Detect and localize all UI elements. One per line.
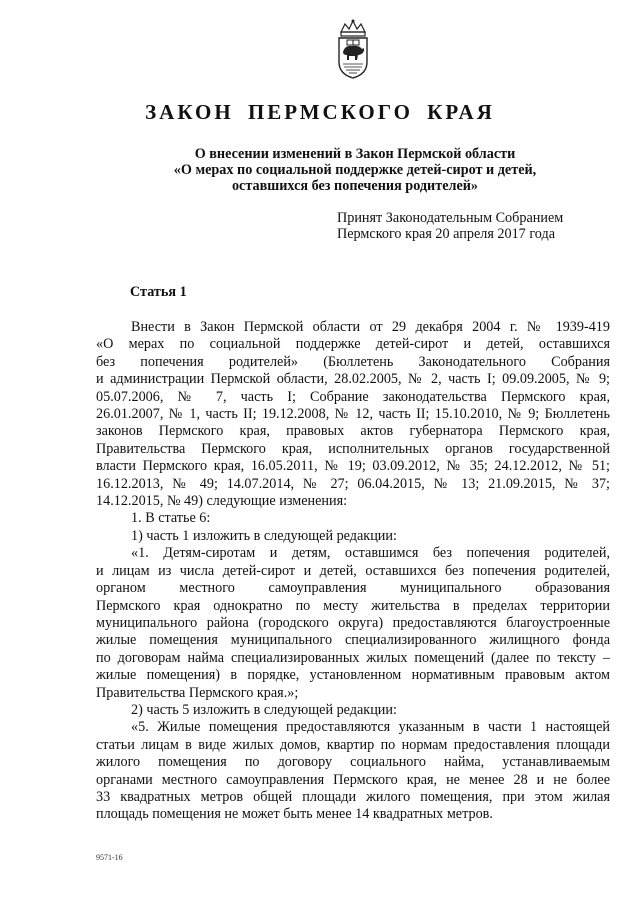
article-body <box>96 319 610 824</box>
text-line: «О мерах по социальной поддержке детей-сирот и детей, оставшихся <box>96 336 610 353</box>
document-code: 9571-16 <box>96 853 123 862</box>
adoption-note <box>337 210 563 242</box>
text-line: и администрации Пермской области, 28.02.2005, № 2, часть I; 09.09.2005, № 9; <box>96 371 610 388</box>
text-line: органом местного самоуправления муниципального образования <box>96 580 610 597</box>
text-line: по договорам найма специализированных жилых помещений (далее по тексту – <box>96 649 610 666</box>
text-line: органами местного самоуправления Пермского края, не менее 28 и не более <box>96 771 610 788</box>
text-line: муниципального района (городского округа) предоставляются благоустроенные <box>96 614 610 631</box>
text-line: 33 квадратных метров общей площади жилого помещения, при этом жилая <box>96 788 610 805</box>
text-line: «1. Детям-сиротам и детям, оставшимся без попечения родителей, <box>131 545 610 562</box>
subject-line: О внесении изменений в Закон Пермской области <box>194 146 516 162</box>
text-line: 16.12.2013, № 49; 14.07.2014, № 27; 06.04.2015, № 13; 21.09.2015, № 37; <box>96 475 610 492</box>
text-line: площадь помещения не может быть менее 14 квадратных метров. <box>96 806 493 823</box>
text-line: без попечения родителей» (Бюллетень Законодательного Собрания <box>96 353 610 370</box>
text-line: законов Пермского края, правовых актов губернатора Пермского края, <box>96 423 610 440</box>
adoption-line: Пермского края 20 апреля 2017 года <box>337 226 555 242</box>
adoption-line: Принят Законодательным Собранием <box>337 210 564 226</box>
text-line: власти Пермского края, 16.05.2011, № 19; 03.09.2012, № 35; 24.12.2012, № 51; <box>96 458 610 475</box>
subject-line: оставшихся без попечения родителей» <box>231 178 479 194</box>
law-title: ЗАКОН ПЕРМСКОГО КРАЯ <box>145 100 495 124</box>
text-line: Правительства Пермского края.»; <box>96 684 299 701</box>
item-heading: 1. В статье 6: <box>131 510 211 527</box>
text-line: 26.01.2007, № 1, часть II; 19.12.2008, № 12, часть II; 15.10.2010, № 9; Бюллетень <box>96 406 610 423</box>
article-heading: Статья 1 <box>130 284 187 300</box>
law-subject <box>100 146 610 194</box>
text-line: Правительства Пермского края, исполнительных органов государственной <box>96 440 610 457</box>
perm-krai-coat-of-arms-icon <box>331 18 375 80</box>
text-line: жилого помещения по договору социального найма, устанавливаемым <box>96 754 610 771</box>
text-line: статьи лицам в виде жилых домов, квартир по нормам предоставления площади <box>96 736 610 753</box>
text-line: жилые помещения муниципального специализированного жилищного фонда <box>96 632 610 649</box>
text-line: Внести в Закон Пермской области от 29 декабря 2004 г. № 1939-419 <box>131 319 610 335</box>
text-line: Пермского края однократно по месту жительства в пределах территории <box>96 597 610 614</box>
subitem-heading: 2) часть 5 изложить в следующей редакции: <box>131 701 397 718</box>
text-line: 14.12.2015, № 49) следующие изменения: <box>96 493 348 510</box>
subject-line: «О мерах по социальной поддержке детей-сирот и детей, <box>173 162 537 178</box>
text-line: «5. Жилые помещения предоставляются указанным в части 1 настоящей <box>131 719 610 736</box>
subitem-heading: 1) часть 1 изложить в следующей редакции: <box>131 527 397 544</box>
text-line: и лицам из числа детей-сирот и детей, оставшихся без попечения родителей, <box>96 562 610 579</box>
text-line: 05.07.2006, № 7, часть I; Собрание законодательства Пермского края, <box>96 388 610 405</box>
text-line: жилые помещения) в порядке, установленном нормативным правовым актом <box>96 667 610 684</box>
